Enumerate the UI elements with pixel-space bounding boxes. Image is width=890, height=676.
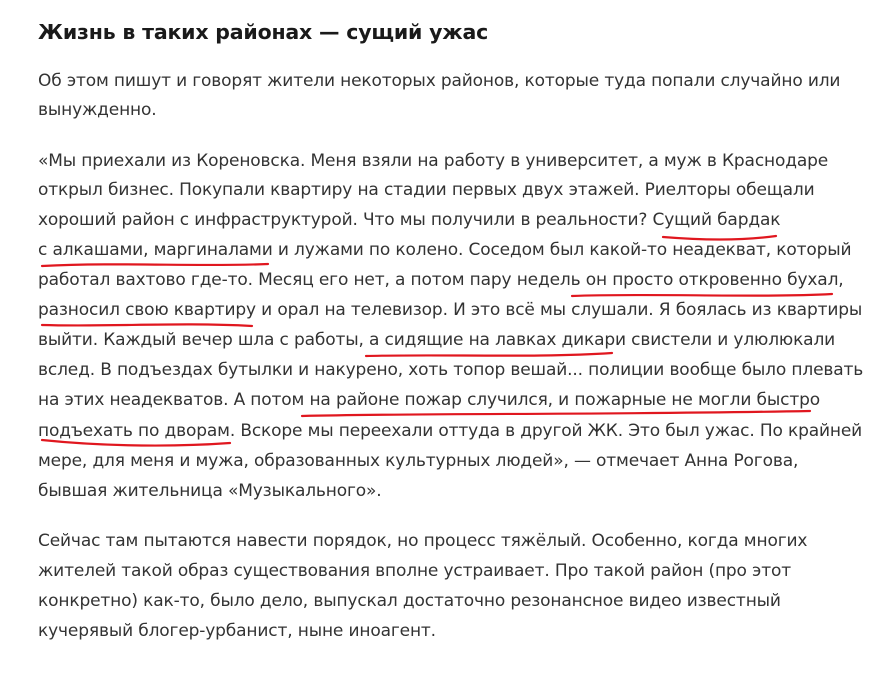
- underline-mark: [366, 353, 612, 356]
- text-line: разносил свою квартиру и орал на телевизор. И это всё мы слушали. Я боялась из квартиры: [38, 300, 863, 320]
- text-line: конкретно) как-то, было дело, выпускал достаточно резонансное видео известный: [38, 591, 781, 611]
- underline-mark: [42, 324, 252, 326]
- text-line: с алкашами, маргиналами и лужами по колено. Соседом был какой-то неадекват, который: [38, 240, 852, 260]
- text-line: Сейчас там пытаются навести порядок, но процесс тяжёлый. Особенно, когда многих: [38, 531, 808, 551]
- text-line: вынужденно.: [38, 100, 157, 120]
- text-line: подъехать по дворам. Вскоре мы переехали оттуда в другой ЖК. Это был ужас. По крайней: [38, 421, 863, 441]
- text-line: жителей такой образ существования вполне устраивает. Про такой район (про этот: [38, 561, 791, 581]
- underline-mark: [42, 264, 268, 266]
- text-line: хороший район с инфраструктурой. Что мы получили в реальности? Сущий бардак: [38, 210, 781, 230]
- text-line: на этих неадекватов. А потом на районе пожар случился, и пожарные не могли быстро: [38, 390, 820, 410]
- text-line: работал вахтово где-то. Месяц его нет, а потом пару недель он просто откровенно бухал,: [38, 270, 844, 290]
- article-heading: Жизнь в таких районах — сущий ужас: [38, 20, 489, 44]
- underline-mark: [302, 411, 810, 416]
- text-line: кучерявый блогер-урбанист, ныне иноагент.: [38, 621, 436, 641]
- underline-mark: [663, 236, 776, 240]
- text-line: Об этом пишут и говорят жители некоторых районов, которые туда попали случайно или: [38, 71, 841, 91]
- text-line: мере, для меня и мужа, образованных культурных людей», — отмечает Анна Рогова,: [38, 451, 799, 471]
- underline-mark: [572, 294, 832, 296]
- text-line: выйти. Каждый вечер шла с работы, а сидящие на лавках дикари свистели и улюлюкали: [38, 330, 836, 350]
- text-line: бывшая жительница «Музыкального».: [38, 481, 382, 501]
- text-line: «Мы приехали из Кореновска. Меня взяли на работу в университет, а муж в Краснодаре: [38, 151, 829, 171]
- text-line: открыл бизнес. Покупали квартиру на стадии первых двух этажей. Риелторы обещали: [38, 180, 815, 200]
- text-line: вслед. В подъездах бутылки и накурено, хоть топор вешай... полиции вообще было плевать: [38, 360, 864, 380]
